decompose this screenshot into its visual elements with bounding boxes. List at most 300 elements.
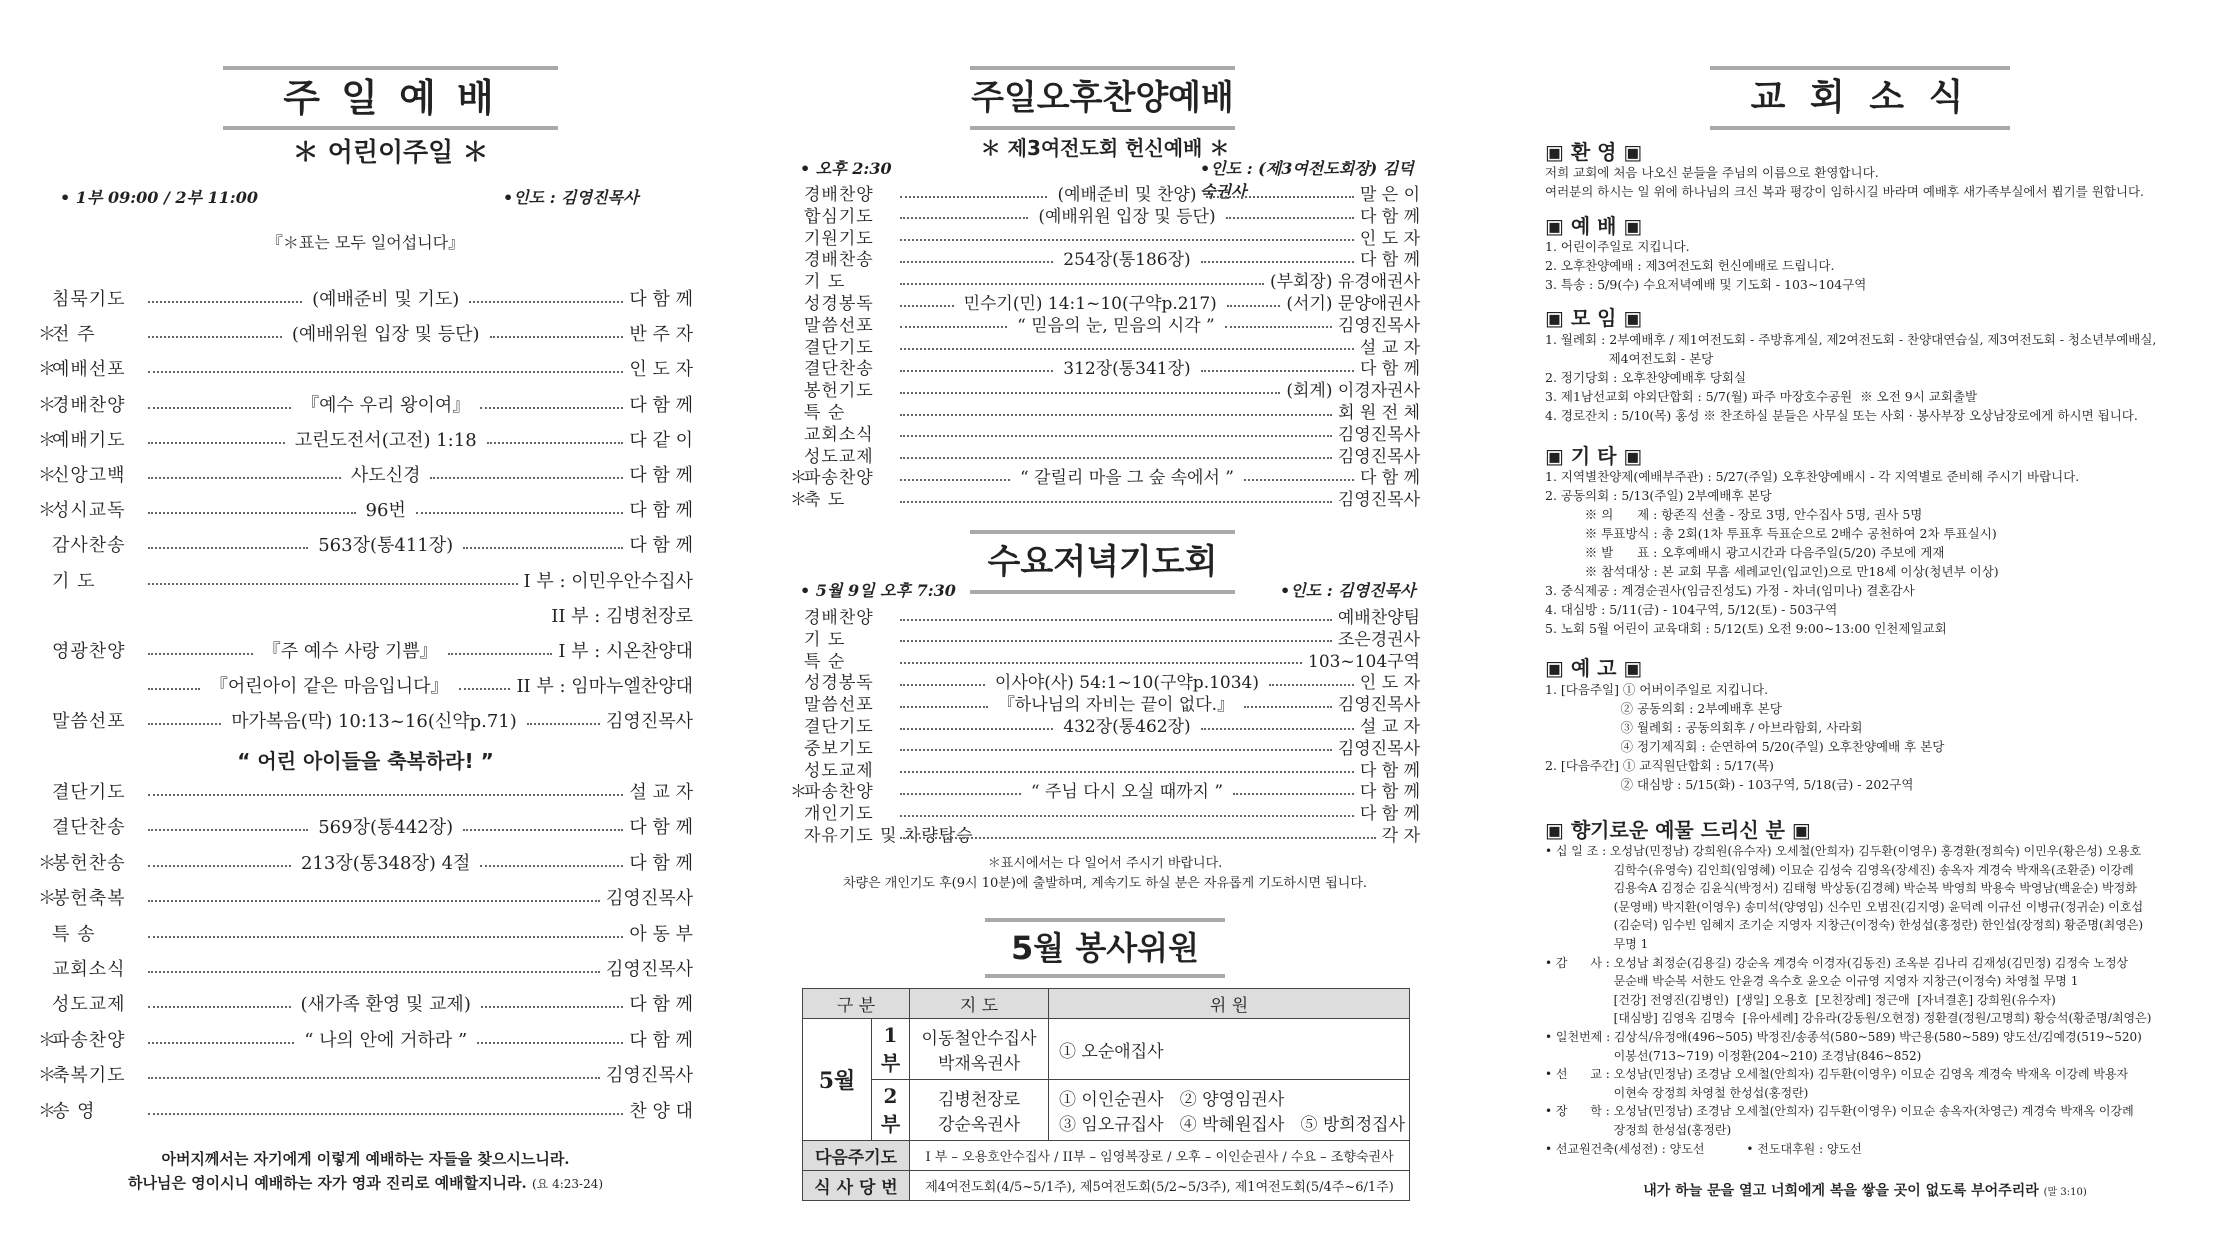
service-item	[38, 990, 693, 1016]
item-label: 기원기도	[804, 228, 874, 249]
leader-dots	[900, 217, 1028, 219]
leader-dots	[148, 936, 623, 938]
text-line: 이봉선(713~719) 이정환(204~210) 조경남(846~852)	[1545, 1048, 1922, 1063]
leader-dots	[463, 829, 623, 831]
service-item	[38, 1097, 693, 1123]
item-person: 인 도 자	[1359, 228, 1420, 249]
item-label: 기 도	[52, 570, 96, 592]
service-item	[38, 602, 693, 628]
item-label: 특 송	[52, 923, 96, 945]
text-line: 이현숙 장정희 차영철 한성섭(홍정란)	[1545, 1085, 1809, 1100]
text-line: (문영배) 박지환(이영우) 송미석(양영임) 신수민 오범진(김지영) 윤덕례 이규선 이병규(정귀순) 이호섭	[1545, 899, 2144, 914]
leader-dots	[900, 414, 1332, 416]
standing-star: ＊	[38, 324, 56, 346]
item-person: 다 함 께	[629, 394, 693, 416]
item-label: 성도교제	[52, 994, 126, 1016]
afternoon-time: • 오후 2:30	[800, 159, 892, 178]
item-label: 신앙고백	[52, 465, 126, 486]
item-label: 감사찬송	[52, 535, 126, 557]
item-person: 인 도 자	[1359, 673, 1420, 694]
leader-dots	[1269, 684, 1354, 686]
leader-dots	[1233, 793, 1354, 795]
item-label: 경배찬양	[804, 608, 874, 628]
text-line: 1. 월례회 : 2부예배후 / 제1여전도회 - 주방휴게실, 제2여전도회 - 찬양대연습실, 제3여전도회 - 청소년부예배실,	[1545, 332, 2157, 347]
members-cell	[1049, 1080, 1410, 1141]
item-person: 반 주 자	[629, 324, 693, 346]
item-label: 결단기도	[804, 337, 874, 358]
closing-verse-1: 아버지께서는 자기에게 이렇게 예배하는 자들을 찾으시느니라.	[161, 1150, 570, 1168]
leader-dots	[900, 479, 1010, 481]
leader-dots	[900, 392, 1280, 394]
service-item	[38, 391, 693, 417]
item-label: 송 영	[52, 1100, 96, 1122]
item-label: 축복기도	[52, 1065, 126, 1087]
text-line: 3. 중식제공 : 계경순권사(임금진성도) 가정 - 차녀(임미나) 결혼감사	[1545, 583, 1915, 598]
header-category: 구 분	[803, 989, 910, 1019]
service-leader: •인도 : 김영진목사	[503, 188, 639, 207]
item-detail: 『주 예수 사랑 기쁨』	[262, 641, 438, 662]
meal-duty-label: 식 사 당 번	[803, 1171, 910, 1201]
church-news-column	[1545, 0, 2185, 1240]
service-item	[38, 849, 693, 875]
item-label: 침묵기도	[52, 289, 126, 310]
item-person: 다 함 께	[629, 1029, 693, 1051]
item-person: II 부 : 임마누엘찬양대	[516, 676, 693, 698]
item-label: 중보기도	[804, 738, 874, 759]
standing-star: ＊	[38, 394, 56, 416]
part-cell: 2부	[872, 1080, 910, 1141]
leader-dots	[148, 407, 291, 409]
leader-dots	[459, 688, 511, 690]
text-line: • 십 일 조 : 오성남(민정남) 강희원(유수자) 오세철(안희자) 김두환(이영우) 홍경환(정희숙) 이민우(황은성) 오용호	[1545, 844, 2142, 858]
item-person: 찬 양 대	[629, 1100, 693, 1122]
table-header	[803, 989, 1410, 1019]
item-detail: (예배준비 및 찬양)	[1057, 185, 1197, 205]
text-line: 장정희 한성섭(홍정란)	[1545, 1122, 1732, 1137]
leader-dots	[148, 1006, 291, 1008]
service-item	[38, 1026, 693, 1052]
item-person: 다 함 께	[1359, 782, 1420, 803]
item-label: 결단기도	[804, 717, 874, 737]
leader-dots	[148, 583, 518, 585]
text-line: ※ 투표방식 : 총 2회(1차 투표후 득표순으로 2배수 공천하여 2차 투표실시)	[1545, 526, 1997, 541]
service-item	[38, 955, 693, 981]
item-label: 말씀선포	[52, 711, 126, 733]
item-person: 말 은 이	[1359, 185, 1421, 205]
item-detail: 고린도전서(고전) 1:18	[294, 429, 477, 451]
leader-dots	[148, 1042, 294, 1044]
item-person: 회 원 전 체	[1338, 403, 1420, 423]
notice-heading: ▣ 예 고 ▣	[1545, 656, 1643, 680]
item-label: 교회소식	[804, 424, 874, 445]
afternoon-worship-subtitle: ＊ 제3여전도회 헌신예배 ＊	[980, 136, 1230, 160]
leader-dots	[900, 619, 1332, 621]
sermon-title: “ 어린 아이들을 축복하라! ”	[237, 749, 494, 773]
leader-dots	[448, 653, 553, 655]
wednesday-time: • 5월 9일 오후 7:30	[800, 581, 956, 600]
service-item	[790, 485, 1420, 510]
text-line: 4. 대심방 : 5/11(금) - 104구역, 5/12(토) - 503구역	[1545, 602, 1838, 617]
item-person: 예배찬양팀	[1337, 608, 1420, 628]
service-item	[38, 813, 693, 839]
leader-dots	[490, 336, 624, 338]
item-label: 성도교제	[804, 760, 874, 781]
leader-dots	[900, 640, 1332, 642]
item-person: 김영진목사	[1337, 446, 1420, 467]
item-person: 다 함 께	[1359, 804, 1420, 825]
item-person: 다 함 께	[1359, 359, 1421, 380]
service-item	[38, 637, 693, 663]
item-person: 김영진목사	[606, 711, 693, 733]
item-label: 말씀선포	[804, 695, 874, 716]
leader-dots	[900, 684, 985, 686]
text-line: ② 대심방 : 5/15(화) - 103구역, 5/18(금) - 202구역	[1545, 777, 1914, 792]
service-item	[38, 672, 693, 698]
text-line: 2. 정기당회 : 오후찬양예배후 당회실	[1545, 370, 1747, 385]
item-detail: (예배준비 및 기도)	[312, 289, 460, 310]
leader-dots	[148, 1077, 600, 1079]
item-label: 성도교제	[804, 446, 874, 467]
members-line-2: ③ 임오규집사 ④ 박혜원집사 ⑤ 방희정집사	[1059, 1115, 1405, 1135]
service-item	[38, 531, 693, 557]
item-label: 봉헌찬송	[52, 852, 126, 874]
item-detail: (예배위원 입장 및 등단)	[1038, 206, 1216, 227]
item-label: 봉헌기도	[804, 381, 874, 402]
leader-dots	[900, 305, 954, 307]
leader-dots	[148, 900, 600, 902]
service-item	[790, 821, 1420, 846]
item-person: 설 교 자	[629, 782, 693, 803]
standing-star: ＊	[790, 782, 807, 803]
closing-verse-text: 내가 하늘 문을 열고 너희에게 복을 쌓을 곳이 없도록 부어주리라	[1643, 1183, 2039, 1199]
text-line: ※ 발 표 : 오후예배시 광고시간과 다음주일(5/20) 주보에 게재	[1545, 545, 1945, 560]
leader-dots	[487, 442, 624, 444]
leader-dots	[1201, 728, 1354, 730]
text-line: 제4여전도회 - 본당	[1545, 351, 1714, 366]
leader-dots	[900, 706, 988, 708]
leader-dots	[148, 1113, 623, 1115]
item-detail: 마가복음(막) 10:13~16(신약p.71)	[231, 711, 517, 733]
leader-dots	[148, 477, 341, 479]
leader-dots	[1227, 305, 1281, 307]
text-line: 3. 제1남선교회 야외단합회 : 5/7(월) 파주 마장호수공원 ※ 오전 9시 교회출발	[1545, 389, 1978, 404]
item-person: 다 함 께	[629, 465, 694, 486]
afternoon-worship-title: 주일오후찬양예배	[970, 66, 1235, 130]
item-person: 김영진목사	[606, 1065, 693, 1087]
item-detail: 『예수 우리 왕이여』	[301, 394, 471, 416]
leader-dots	[1244, 706, 1332, 708]
sunday-worship-subtitle: ＊ 어린이주일 ＊	[292, 138, 489, 168]
text-line: 2. 오후찬양예배 : 제3여전도회 헌신예배로 드립니다.	[1545, 258, 1835, 273]
item-detail: 569장(통442장)	[318, 817, 454, 839]
leader-dots	[148, 301, 302, 303]
bus-note: 차량은 개인기도 후(9시 10분)에 출발하며, 계속기도 하실 분은 자유롭게 기도하시면 됩니다.	[842, 876, 1368, 891]
item-person: II 부 : 김병천장로	[551, 605, 693, 627]
leader-dots	[900, 771, 1354, 773]
meeting-text	[1545, 330, 2156, 425]
text-line: • 감 사 : 오성남 최정순(김용길) 강순옥 계경숙 이경자(김동진) 조옥분 김나리 김재성(김민정) 김정숙 노정상	[1545, 955, 2129, 970]
service-item	[38, 778, 693, 804]
leader-dots	[1225, 326, 1332, 328]
item-detail: 312장(통341장)	[1063, 359, 1191, 380]
meal-duty-value: 제4여전도회(4/5~5/1주), 제5여전도회(5/2~5/3주), 제1여전도회(5/4주~6/1주)	[910, 1171, 1410, 1201]
item-label: 경배찬양	[804, 185, 874, 205]
worship-text	[1545, 237, 1866, 294]
leader-dots	[480, 865, 623, 867]
text-line: ※ 의 제 : 항존직 선출 - 장로 3명, 안수집사 5명, 권사 5명	[1545, 507, 1923, 522]
leader-dots	[900, 348, 1354, 350]
leader-dots	[1201, 261, 1354, 263]
standing-star: ＊	[38, 1100, 56, 1122]
part-cell: 1부	[872, 1019, 910, 1080]
item-person: 김영진목사	[1337, 315, 1421, 336]
item-person: 다 함 께	[629, 500, 693, 522]
leader-dots	[900, 261, 1053, 263]
item-detail: (새가족 환영 및 교제)	[300, 994, 471, 1016]
closing-verse-2-text: 하나님은 영이시니 예배하는 자가 영과 진리로 예배할지니라.	[127, 1174, 527, 1192]
item-person: 인 도 자	[629, 359, 693, 381]
text-line: 1. 지역별찬양제(예배부주관) : 5/27(주일) 오후찬양예배시 - 각 지역별로 준비해 주시기 바랍니다.	[1545, 469, 2080, 484]
item-person: 김영진목사	[1337, 695, 1421, 716]
item-label: 특 순	[804, 651, 846, 672]
sunday-worship-title: 주 일 예 배	[223, 66, 558, 130]
meeting-heading: ▣ 모 임 ▣	[1545, 306, 1643, 330]
item-detail: “ 나의 안에 거하라 ”	[304, 1029, 468, 1051]
leader-dots	[469, 301, 623, 303]
item-person: 김영진목사	[1337, 738, 1420, 759]
item-person: 설 교 자	[1359, 337, 1420, 358]
text-line: • 선교원건축(세성전) : 양도선 • 전도대후원 : 양도선	[1545, 1141, 1862, 1156]
leader-dots	[900, 283, 1264, 285]
text-line: 3. 특송 : 5/9(수) 수요저녁예배 및 기도회 - 103~104구역	[1545, 277, 1867, 292]
item-person: 김영진목사	[606, 959, 693, 980]
item-label: 축 도	[804, 490, 846, 511]
standing-note: 『＊표는 모두 일어섭니다』	[266, 233, 465, 252]
item-label: 특 순	[804, 403, 846, 423]
item-detail: “ 주님 다시 오실 때까지 ”	[1030, 782, 1224, 803]
service-item	[38, 884, 693, 910]
service-item	[38, 355, 693, 381]
item-person: 다 함 께	[629, 994, 693, 1016]
volunteers-table	[802, 988, 1410, 1201]
leader-dots	[148, 371, 623, 373]
leader-dots	[900, 370, 1053, 372]
standing-star: ＊	[38, 500, 56, 522]
item-label: 성경봉독	[804, 673, 874, 694]
text-line: 여러분의 하시는 일 위에 하나님의 크신 복과 평강이 임하시길 바라며 예배후 새가족부실에서 뵙기를 원합니다.	[1545, 184, 2145, 199]
item-label: 기 도	[804, 629, 846, 650]
service-item	[38, 567, 693, 593]
text-line: ② 공동의회 : 2부예배후 본당	[1545, 701, 1782, 716]
item-person: 김영진목사	[1337, 490, 1420, 511]
item-label: 영광찬양	[52, 641, 126, 662]
item-detail: “ 믿음의 눈, 믿음의 시각 ”	[1017, 315, 1215, 336]
item-label: 성시교독	[52, 500, 126, 522]
item-person: 다 함 께	[629, 289, 694, 310]
text-line: • 장 학 : 오성남(민정남) 조경남 오세철(안희자) 김두환(이영우) 이묘순 송옥자(차영근) 계경숙 박재옥 이강례	[1545, 1104, 2134, 1119]
leader-dots	[430, 477, 623, 479]
standing-star: ＊	[38, 465, 56, 486]
item-label: 교회소식	[52, 959, 126, 980]
item-label: 파송찬양	[804, 468, 874, 489]
text-line: • 선 교 : 오성남(민정남) 조경남 오세철(안희자) 김두환(이영우) 이묘순 김영옥 계경숙 박재옥 이강례 박용자	[1545, 1067, 2129, 1082]
leader-cell: 이동철안수집사 박재옥권사	[910, 1019, 1049, 1080]
item-label: 결단기도	[52, 782, 126, 803]
item-detail: 563장(통411장)	[318, 535, 454, 557]
closing-verse-ref: (요 4:23-24)	[532, 1177, 604, 1191]
welcome-heading: ▣ 환 영 ▣	[1545, 140, 1643, 164]
leader-dots	[480, 407, 623, 409]
service-item	[38, 461, 693, 487]
standing-star: ＊	[38, 1065, 56, 1087]
item-detail: 사도신경	[350, 465, 421, 486]
leader-dots	[900, 728, 1053, 730]
item-detail: 이사야(사) 54:1~10(구약p.1034)	[994, 673, 1259, 694]
item-person: 다 함 께	[629, 535, 693, 557]
text-line: ④ 정기제직회 : 순연하여 5/20(주일) 오후찬양예배 후 본당	[1545, 739, 1945, 754]
leader-dots	[463, 547, 623, 549]
text-line: ③ 월례회 : 공동의회후 / 아브라함회, 사라회	[1545, 720, 1863, 735]
text-line: 1. [다음주일] ① 어버이주일로 지킵니다.	[1545, 682, 1769, 697]
next-prayer-label: 다음주기도	[803, 1141, 910, 1171]
item-label: 개인기도	[804, 804, 874, 825]
item-detail: 96번	[365, 500, 406, 522]
item-detail: 민수기(민) 14:1~10(구약p.217)	[963, 294, 1217, 314]
standing-note-2: ＊표시에서는 다 일어서 주시기 바랍니다.	[987, 856, 1223, 871]
leader-dots	[900, 793, 1021, 795]
volunteers-title: 5월 봉사위원	[985, 918, 1225, 978]
item-person: 다 함 께	[1359, 250, 1421, 271]
header-leader: 지 도	[910, 989, 1049, 1019]
text-line: 저희 교회에 처음 나오신 분들을 주님의 이름으로 환영합니다.	[1545, 165, 1879, 180]
text-line: ※ 참석대상 : 본 교회 무흠 세례교인(입교인)으로 만18세 이상(청년부 이상)	[1545, 564, 1999, 579]
text-line: [건강] 전영진(김병인) [생일] 오용호 [모친장례] 정근애 [자녀결혼] 강희원(유수자)	[1545, 992, 2056, 1007]
leader-dots	[148, 442, 285, 444]
header-members: 위 원	[1049, 989, 1410, 1019]
leader-dots	[527, 723, 600, 725]
item-person: I 부 : 이민우안수집사	[523, 570, 693, 592]
item-label: 자유기도 및 차량탑승	[804, 826, 974, 846]
item-person: 다 같 이	[629, 429, 694, 451]
leader-dots	[148, 336, 282, 338]
worship-heading: ▣ 예 배 ▣	[1545, 214, 1643, 238]
item-label: 파송찬양	[52, 1029, 126, 1051]
service-item	[38, 426, 693, 452]
text-line: 4. 경로잔치 : 5/10(목) 홍성 ※ 찬조하실 분들은 사무실 또는 사회 · 봉사부장 오상남장로에게 하시면 됩니다.	[1545, 408, 2138, 423]
service-item	[38, 320, 693, 346]
church-news-title: 교 회 소 식	[1710, 66, 2010, 130]
closing-verse	[1545, 1180, 2185, 1200]
item-label: 성경봉독	[804, 294, 874, 314]
text-line: (김순덕) 임수빈 임혜지 조기순 지영자 지창근(이정숙) 한성섭(홍정란) 한인섭(장정희) 황준명(최영은)	[1545, 918, 2144, 933]
notice-text	[1545, 680, 1944, 794]
leader-dots	[900, 501, 1332, 503]
standing-star: ＊	[790, 490, 807, 511]
item-person: 각 자	[1381, 826, 1420, 846]
item-label: 기 도	[804, 272, 846, 293]
item-detail: 『하나님의 자비는 끝이 없다.』	[997, 695, 1235, 716]
item-detail: 213장(통348장) 4절	[300, 852, 471, 874]
leader-dots	[1206, 196, 1353, 198]
text-line: 문순배 박순복 서한도 안윤경 옥수호 윤오순 이규영 지영자 지창근(이정숙) 차영철 무명 1	[1545, 974, 2079, 989]
item-person: 김영진목사	[1337, 424, 1420, 445]
item-detail: 432장(통462장)	[1063, 717, 1191, 737]
leader-dots	[900, 457, 1332, 459]
text-line: 무명 1	[1545, 936, 1649, 951]
item-label: 결단찬송	[52, 817, 126, 839]
item-label: 경배찬송	[804, 250, 874, 271]
table-row	[803, 1019, 1410, 1080]
item-label: 예배선포	[52, 359, 126, 381]
standing-star: ＊	[38, 359, 56, 381]
item-label: 말씀선포	[804, 315, 874, 336]
service-item	[38, 920, 693, 946]
afternoon-worship-column	[790, 0, 1420, 1240]
service-item	[38, 496, 693, 522]
leader-dots	[148, 865, 291, 867]
standing-star: ＊	[790, 468, 807, 489]
leader-dots	[416, 512, 624, 514]
etc-heading: ▣ 기 타 ▣	[1545, 444, 1643, 468]
standing-star: ＊	[38, 888, 56, 910]
leader-dots	[477, 1042, 623, 1044]
item-person: 다 함 께	[629, 817, 693, 839]
item-label: 경배찬양	[52, 394, 126, 416]
service-item	[38, 707, 693, 733]
members-cell: ① 오순애집사	[1049, 1019, 1410, 1080]
etc-text	[1545, 467, 2079, 638]
closing-verse-ref: (말 3:10)	[2043, 1187, 2087, 1198]
service-item	[38, 1061, 693, 1087]
leader-dots	[481, 1006, 624, 1008]
table-row	[803, 1171, 1410, 1201]
leader-dots	[900, 239, 1354, 241]
item-person: 설 교 자	[1359, 717, 1421, 737]
item-label: 합심기도	[804, 206, 874, 227]
item-detail: 『어린아이 같은 마음입니다』	[209, 676, 449, 698]
text-line: [대심방] 김영옥 김명숙 [유아세례] 강유라(강동원/오현정) 정환결(정원/고명희) 황승석(황준명/최영은)	[1545, 1011, 2152, 1026]
leader-dots	[148, 688, 200, 690]
leader-dots	[900, 837, 1376, 839]
leader-dots	[1244, 479, 1354, 481]
item-label: 파송찬양	[804, 782, 874, 803]
afternoon-leader: •인도 : (제3여전도회장) 김덕숙권사	[1200, 159, 1414, 201]
leader-dots	[900, 435, 1332, 437]
item-label: 봉헌축복	[52, 888, 126, 910]
leader-cell: 김병천장로 강순옥권사	[910, 1080, 1049, 1141]
closing-verse-2	[38, 1172, 693, 1193]
leader-dots	[900, 749, 1332, 751]
leader-dots	[148, 512, 356, 514]
item-detail: (예배위원 입장 및 등단)	[291, 324, 480, 346]
leader-dots	[1201, 370, 1354, 372]
sunday-worship-column	[38, 0, 693, 1240]
item-person: (회계) 이경자권사	[1286, 381, 1420, 402]
item-person: 아 동 부	[629, 923, 693, 945]
service-item	[38, 285, 693, 311]
item-label: 결단찬송	[804, 359, 874, 380]
table-row	[803, 1141, 1410, 1171]
item-person: 김영진목사	[606, 888, 693, 910]
wednesday-prayer-title: 수요저녁기도회	[970, 530, 1235, 594]
service-time: • 1부 09:00 / 2부 11:00	[60, 188, 258, 207]
standing-star: ＊	[38, 1029, 56, 1051]
next-prayer-value: I 부 – 오용호안수집사 / II부 – 임영복장로 / 오후 – 이인순권사 / 수요 – 조향숙권사	[910, 1141, 1410, 1171]
text-line: 2. 공동의회 : 5/13(주일) 2부예배후 본당	[1545, 488, 1772, 503]
leader-dots	[148, 723, 221, 725]
text-line: 김학수(유영숙) 김인희(임영혜) 이묘순 김성숙 김영옥(장세진) 송옥자 계경숙 박재옥(조환준) 이강례	[1545, 862, 2134, 877]
item-person: (부회장) 유경애권사	[1269, 272, 1420, 293]
